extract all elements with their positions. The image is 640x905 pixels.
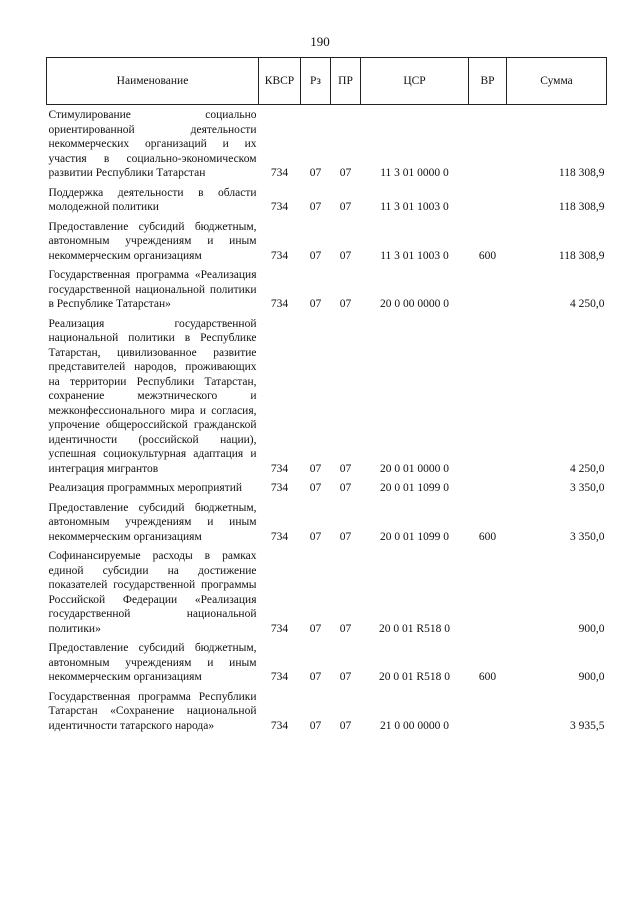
row-vr: 600 [478,530,497,543]
row-csr: 20 0 01 R518 0 [379,671,450,683]
row-pr: 07 [339,462,352,475]
row-kvsr: 734 [270,671,289,683]
row-csr: 11 3 01 1003 0 [380,201,449,213]
row-rz: 07 [309,622,322,635]
row-vr: 600 [478,249,497,262]
row-csr: 20 0 01 0000 0 [380,462,449,475]
row-name: Софинансируемые расходы в рамках единой субсидии на достижение показателей государственной программы Российской Федерации «Реализация государственной национальной политики» [48,550,257,635]
row-csr: 20 0 01 R518 0 [379,622,450,635]
row-vr [469,687,507,736]
row-name: Государственная программа «Реализация государственной национальной политики в Республике Татарстан» [48,269,257,310]
row-sum: 4 250,0 [570,462,605,475]
row-name: Стимулирование социально ориентированной деятельности некоммерческих организаций и их участия в социально-экономическом развитии Республики Татарстан [48,109,257,179]
header-csr: ЦСР [361,58,469,105]
table-row [47,478,607,498]
header-sum: Сумма [507,58,607,105]
row-name: Поддержка деятельности в области молодежной политики [48,186,257,213]
row-pr: 07 [339,719,352,732]
row-sum: 118 308,9 [558,249,605,262]
row-kvsr: 734 [270,462,289,475]
page-number: 190 [310,34,330,49]
header-kvsr: КВСР [259,58,301,105]
row-sum: 3 935,5 [570,719,605,732]
row-rz: 07 [309,201,322,213]
row-kvsr: 734 [270,622,289,635]
row-csr: 20 0 01 1099 0 [380,482,449,494]
row-vr [469,314,507,479]
header-name: Наименование [47,58,259,105]
row-name: Предоставление субсидий бюджетным, автономным учреждениям и иным некоммерческим организациям [48,642,257,683]
row-kvsr: 734 [270,298,289,310]
row-rz: 07 [309,462,322,475]
header-rz: Рз [301,58,331,105]
row-sum: 4 250,0 [570,298,605,310]
row-rz: 07 [309,719,322,732]
table-row [47,498,607,547]
row-vr [469,478,507,498]
row-sum: 900,0 [578,622,605,635]
row-sum: 3 350,0 [570,530,605,543]
row-sum: 900,0 [578,671,605,683]
row-rz: 07 [309,298,322,310]
table-row [47,265,607,314]
row-rz: 07 [309,249,322,262]
row-name: Реализация программных мероприятий [48,482,243,494]
row-kvsr: 734 [270,249,289,262]
table-row [47,687,607,736]
table-row [47,217,607,266]
table-row [47,105,607,183]
table-row [47,314,607,479]
row-kvsr: 734 [270,482,289,494]
row-vr [469,265,507,314]
row-kvsr: 734 [270,167,289,179]
row-rz: 07 [309,167,322,179]
row-rz: 07 [309,530,322,543]
table-row [47,546,607,638]
row-kvsr: 734 [270,719,289,732]
row-csr: 11 3 01 1003 0 [380,249,449,262]
row-rz: 07 [309,482,322,494]
row-kvsr: 734 [270,530,289,543]
row-name: Предоставление субсидий бюджетным, автономным учреждениям и иным некоммерческим организациям [48,501,257,543]
header-pr: ПР [331,58,361,105]
budget-table [46,57,607,735]
row-vr [469,546,507,638]
row-pr: 07 [339,298,352,310]
row-name: Государственная программа Республики Татарстан «Сохранение национальной идентичности татарского народа» [48,690,257,732]
row-csr: 20 0 00 0000 0 [380,298,449,310]
row-pr: 07 [339,530,352,543]
row-pr: 07 [339,671,352,683]
header-vr: ВР [469,58,507,105]
row-pr: 07 [339,482,352,494]
row-pr: 07 [339,249,352,262]
row-pr: 07 [339,622,352,635]
row-sum: 3 350,0 [570,482,605,494]
row-kvsr: 734 [270,201,289,213]
table-row [47,638,607,687]
row-pr: 07 [339,201,352,213]
row-name: Реализация государственной национальной политики в Республике Татарстан, цивилизованное развитие представителей народов, проживающих на территории Республики Татарстан, сохранение межэтнического и межконфессионального мира и согласия, упрочение общероссийской гражданской идентичности (российской нации), успешная социокультурная адаптация и интеграция мигрантов [48,317,257,475]
row-name: Предоставление субсидий бюджетным, автономным учреждениям и иным некоммерческим организациям [48,220,257,262]
row-pr: 07 [339,167,352,179]
table-row [47,183,607,217]
row-vr [469,105,507,183]
row-sum: 118 308,9 [558,201,605,213]
row-rz: 07 [309,671,322,683]
row-sum: 118 308,9 [558,167,605,179]
table-header-row [47,58,607,105]
row-vr [469,183,507,217]
row-csr: 21 0 00 0000 0 [380,719,449,732]
row-csr: 11 3 01 0000 0 [380,167,449,179]
row-csr: 20 0 01 1099 0 [380,530,449,543]
row-vr: 600 [478,671,497,683]
